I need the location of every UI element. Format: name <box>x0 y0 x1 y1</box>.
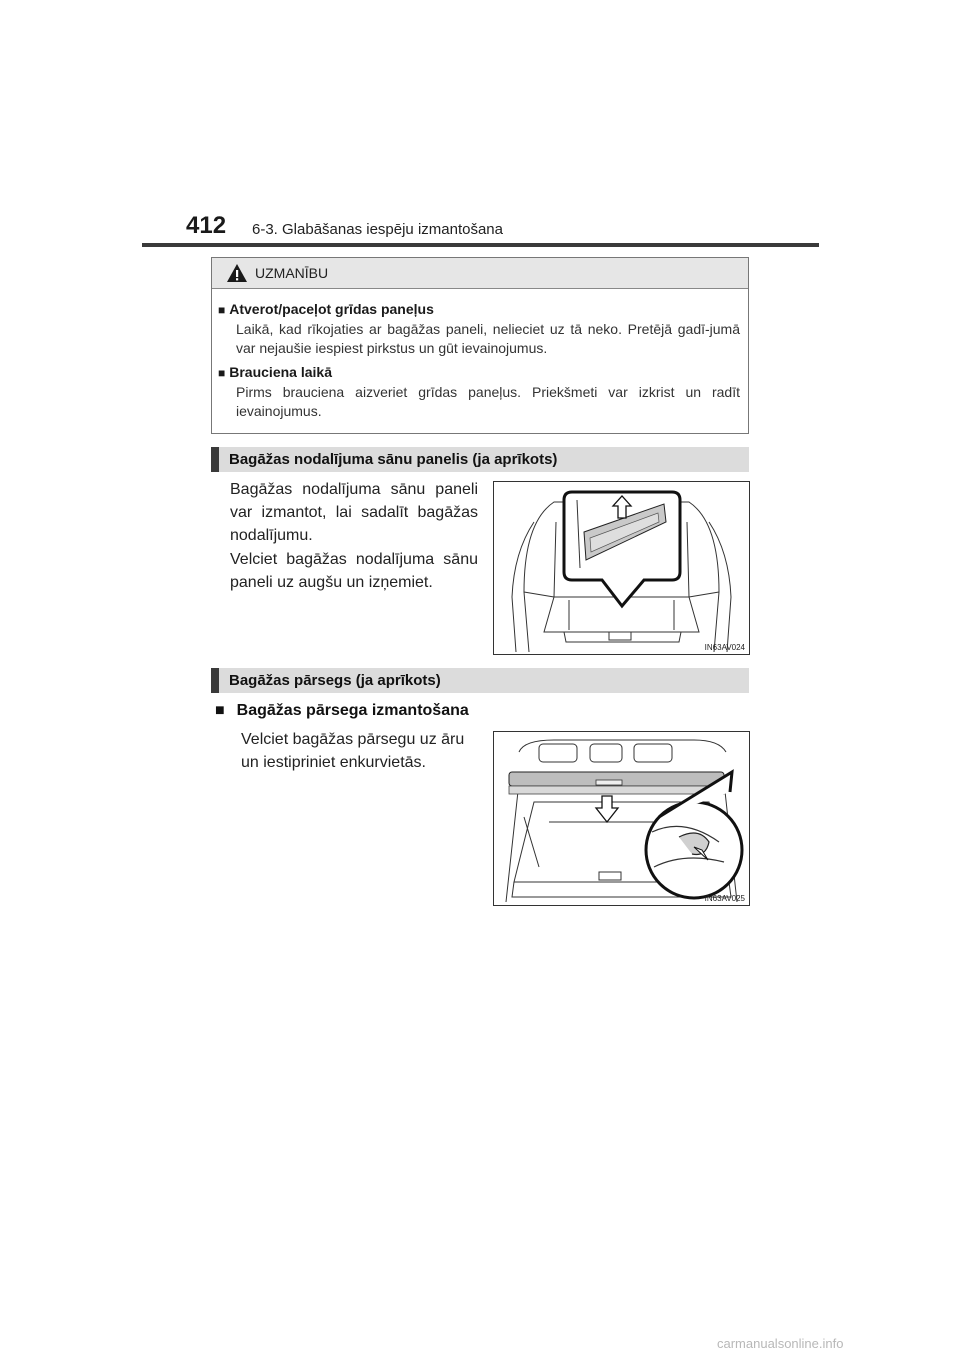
side-panel-instruction: Velciet bagāžas nodalījuma sānu paneli uz augšu un izņemiet. <box>230 551 478 591</box>
caution-title: UZMANĪBU <box>255 265 329 281</box>
section-heading-side-panel: Bagāžas nodalījuma sānu panelis (ja aprīkots) <box>211 447 749 472</box>
watermark-text: carmanualsonline.info <box>717 1336 844 1351</box>
section-heading-tonneau-cover: Bagāžas pārsegs (ja aprīkots) <box>211 668 749 693</box>
section-title: 6-3. Glabāšanas iespēju izmantošana <box>252 221 503 238</box>
caution-item-heading: ■ Atverot/paceļot grīdas paneļus <box>218 301 434 317</box>
caution-header <box>212 258 748 289</box>
figure-code: IN63AV025 <box>704 894 745 903</box>
caution-item-text: Laikā, kad rīkojaties ar bagāžas paneli, nelieciet uz tā neko. Pretējā gadī-jumā var nejaušie iespiest pirkstus un gūt ievainojumus. <box>236 321 740 356</box>
page-number: 412 <box>186 212 227 239</box>
caution-body <box>212 289 748 421</box>
caution-item-heading: ■ Brauciena laikā <box>218 364 332 380</box>
warning-icon <box>226 263 248 283</box>
figure-code: IN63AV024 <box>704 643 745 652</box>
header-rule <box>142 243 819 247</box>
tonneau-subheading: ■ Bagāžas pārsega izmantošana <box>215 702 469 719</box>
cargo-side-panel-drawing <box>494 482 749 654</box>
side-panel-illustration <box>493 481 750 655</box>
side-panel-description: Bagāžas nodalījuma sānu paneli var izmantot, lai sadalīt bagāžas nodalījumu. <box>230 481 478 544</box>
page-header <box>186 212 818 246</box>
caution-box <box>211 257 749 434</box>
caution-item-text: Pirms brauciena aizveriet grīdas paneļus. Priekšmeti var izkrist un radīt ievainojumus. <box>236 384 740 419</box>
tonneau-instruction: Velciet bagāžas pārsegu uz āru un iestipriniet enkurvietās. <box>241 731 465 771</box>
tonneau-cover-illustration <box>493 731 750 906</box>
tonneau-cover-drawing <box>494 732 749 905</box>
